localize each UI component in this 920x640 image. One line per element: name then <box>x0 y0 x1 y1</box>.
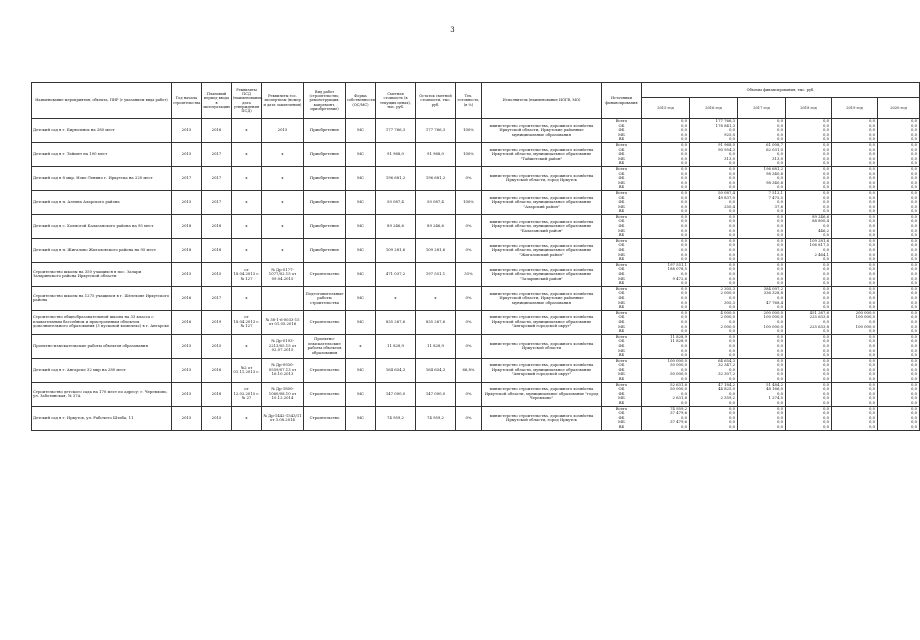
header-year-2018: 2018 год <box>786 98 832 119</box>
funding-2016-cell: 0,0 0,0 0,0 0,0 0,0 <box>690 334 738 358</box>
header-year-start: Год начала строительства <box>172 83 202 119</box>
project-name-cell: Детский сад в г. Ангарске 32 мкр на 280 мест <box>32 358 172 382</box>
funding-2020-cell: 0,0 0,0 0,0 0,0 0,0 <box>878 142 920 166</box>
funding-sources-cell: Всего ОБ ФБ МБ ВБ <box>602 334 642 358</box>
readiness-cell: 0% <box>456 238 482 262</box>
year-commission-cell: 2019 <box>202 310 232 334</box>
estimated-cost-cell: 91 968,0 <box>376 142 416 166</box>
estimated-cost-cell: 196 681,2 <box>376 166 416 190</box>
year-commission-cell: 2018 <box>202 214 232 238</box>
project-name-cell: Строительство детского сада на 170 мест по адресу: г. Черемхово, ул. Заботинская, № 37А <box>32 382 172 406</box>
year-start-cell: 2015 <box>172 406 202 430</box>
funding-2018-cell: 0,0 0,0 0,0 0,0 0,0 <box>786 190 832 214</box>
work-type-cell: Строительство <box>304 406 346 430</box>
funding-2017-cell: 0,0 0,0 0,0 0,0 0,0 <box>738 119 786 143</box>
funding-sources-cell: Всего ОБ ФБ МБ ВБ <box>602 286 642 310</box>
year-start-cell: 2015 <box>172 119 202 143</box>
funding-2020-cell: 0,0 0,0 0,0 0,0 0,0 <box>878 334 920 358</box>
funding-2020-cell: 0,0 0,0 0,0 0,0 0,0 <box>878 214 920 238</box>
header-estimated-cost: Сметная стоимость (в текущих ценах), тыс. руб. <box>376 83 416 119</box>
funding-2019-cell: 0,0 0,0 0,0 0,0 0,0 <box>832 166 878 190</box>
psd-cell: х <box>232 238 262 262</box>
year-start-cell: 2015 <box>172 142 202 166</box>
executor-cell: министерство строительства, дорожного хозяйства Иркутской области, муниципальное образование "Аларский район" <box>482 190 602 214</box>
header-readiness: Тех. готовность, (в %) <box>456 83 482 119</box>
remaining-cost-cell: 197 551,1 <box>416 262 456 286</box>
funding-sources-cell: Всего ОБ ФБ МБ ВБ <box>602 406 642 430</box>
funding-2016-cell: 64 654,3 32 347,2 0,0 32 307,2 0,0 <box>690 358 738 382</box>
funding-sources-cell: Всего ОБ ФБ МБ ВБ <box>602 119 642 143</box>
executor-cell: министерство строительства, дорожного хозяйства Иркутской области, муниципальное образование "город Черемхово" <box>482 382 602 406</box>
funding-2018-cell: 0,0 0,0 0,0 0,0 0,0 <box>786 406 832 430</box>
funding-2015-cell: 100 000,0 50 000,0 0,0 50 000,0 0,0 <box>642 358 690 382</box>
header-year-2015: 2015 год <box>642 98 690 119</box>
work-type-cell: Приобретение <box>304 142 346 166</box>
remaining-cost-cell: 196 681,2 <box>416 166 456 190</box>
funding-2019-cell: 0,0 0,0 0,0 0,0 0,0 <box>832 406 878 430</box>
funding-2020-cell: 0,0 0,0 0,0 0,0 0,0 <box>878 358 920 382</box>
ownership-cell: МС <box>346 142 376 166</box>
header-funding-volume: Объемы финансирования, тыс. руб. <box>642 83 920 98</box>
readiness-cell: 0% <box>456 310 482 334</box>
readiness-cell: 100% <box>456 190 482 214</box>
psd-cell: от 18.04.2013 г. № 127 <box>232 262 262 286</box>
table-row <box>32 142 920 166</box>
work-type-cell: Приобретение <box>304 214 346 238</box>
year-commission-cell: 2018 <box>202 238 232 262</box>
estimated-cost-cell: 89 246,6 <box>376 214 416 238</box>
funding-sources-cell: Всего ОБ ФБ МБ ВБ <box>602 310 642 334</box>
ownership-cell: МС <box>346 166 376 190</box>
page-number: 3 <box>450 26 455 34</box>
funding-2020-cell: 0,0 0,0 0,0 0,0 0,0 <box>878 286 920 310</box>
project-name-cell: Детский сад в п. Алехна Аларского района <box>32 190 172 214</box>
funding-2017-cell: 384 097,2 336 328,8 0,0 47 768,4 0,0 <box>738 286 786 310</box>
year-start-cell: 2015 <box>172 358 202 382</box>
table-row <box>32 310 920 334</box>
header-work-type: Вид работ (строительство, реконструкция, капремонт, приобретение) <box>304 83 346 119</box>
funding-2015-cell: 197 551,1 188 078,5 0,0 9 472,6 0,0 <box>642 262 690 286</box>
project-name-cell: Строительство школы на 1275 учащихся в г. Шелехове Иркутского района <box>32 286 172 310</box>
funding-2017-cell: 0,0 0,0 0,0 0,0 0,0 <box>738 238 786 262</box>
funding-table <box>31 82 920 431</box>
expertise-cell: х <box>262 142 304 166</box>
funding-2020-cell: 0,0 0,0 0,0 0,0 0,0 <box>878 166 920 190</box>
executor-cell: министерство строительства, дорожного хозяйства Иркутской области, муниципальное образование "Ангарский городской округ" <box>482 358 602 382</box>
project-name-cell: Детский сад в г. Бирюсинск на 280 мест <box>32 119 172 143</box>
funding-2018-cell: 0,0 0,0 0,0 0,0 0,0 <box>786 142 832 166</box>
funding-sources-cell: Всего ОБ ФБ МБ ВБ <box>602 166 642 190</box>
executor-cell: министерство строительства, дорожного хозяйства Иркутской области, муниципальное образование "Ангарский городской округ" <box>482 310 602 334</box>
executor-cell: министерство строительства, дорожного хозяйства Иркутской области, Иркутские районные муниципальные образования <box>482 286 602 310</box>
funding-sources-cell: Всего ОБ ФБ МБ ВБ <box>602 190 642 214</box>
expertise-cell: х <box>262 166 304 190</box>
table-row <box>32 286 920 310</box>
funding-2016-cell: 2 305,3 2 000,0 0,0 305,3 0,0 <box>690 286 738 310</box>
year-commission-cell: 2017 <box>202 190 232 214</box>
ownership-cell: МС <box>346 262 376 286</box>
work-type-cell: Строительство <box>304 358 346 382</box>
psd-cell: х <box>232 406 262 430</box>
year-commission-cell: 2017 <box>202 286 232 310</box>
work-type-cell: Строительство <box>304 382 346 406</box>
readiness-cell: 100% <box>456 119 482 143</box>
remaining-cost-cell: 109 281,6 <box>416 238 456 262</box>
funding-2016-cell: 4 000,0 2 000,0 0,0 2 000,0 0,0 <box>690 310 738 334</box>
funding-2018-cell: 0,0 0,0 0,0 0,0 0,0 <box>786 262 832 286</box>
funding-2017-cell: 0,0 0,0 0,0 0,0 0,0 <box>738 358 786 382</box>
ownership-cell: МС <box>346 286 376 310</box>
readiness-cell: 33% <box>456 262 482 286</box>
table-row <box>32 406 920 430</box>
year-start-cell: 2015 <box>172 262 202 286</box>
funding-2016-cell: 91 968,0 90 954,3 0,0 313,0 0,0 <box>690 142 738 166</box>
year-start-cell: 2018 <box>172 214 202 238</box>
estimated-cost-cell: х <box>376 286 416 310</box>
year-start-cell: 2015 <box>172 334 202 358</box>
funding-2015-cell: 0,0 0,0 0,0 0,0 0,0 <box>642 286 690 310</box>
ownership-cell: МС <box>346 190 376 214</box>
executor-cell: министерство строительства, дорожного хозяйства Иркутской области, город Иркутск <box>482 166 602 190</box>
table-row <box>32 382 920 406</box>
funding-2018-cell: 0,0 0,0 0,0 0,0 0,0 <box>786 382 832 406</box>
psd-cell: от 18.04.2013 г. № 127 <box>232 310 262 334</box>
executor-cell: министерство строительства, дорожного хозяйства Иркутской области, Иркутские районные муниципальные образования <box>482 119 602 143</box>
table-row <box>32 119 920 143</box>
psd-cell: х <box>232 142 262 166</box>
work-type-cell: Проектно-изыскательские работы объектов образования <box>304 334 346 358</box>
funding-2017-cell: 0,0 0,0 0,0 0,0 0,0 <box>738 214 786 238</box>
ownership-cell: МС <box>346 238 376 262</box>
funding-sources-cell: Всего ОБ ФБ МБ ВБ <box>602 238 642 262</box>
funding-2018-cell: 89 246,6 88 800,4 0,0 446,2 0,0 <box>786 214 832 238</box>
table-row <box>32 214 920 238</box>
funding-2019-cell: 200 000,0 100 000,0 0,0 100 000,0 0,0 <box>832 310 878 334</box>
funding-sources-cell: Всего ОБ ФБ МБ ВБ <box>602 358 642 382</box>
ownership-cell: МС <box>346 406 376 430</box>
readiness-cell: 0% <box>456 286 482 310</box>
funding-2016-cell: 0,0 0,0 0,0 0,0 0,0 <box>690 406 738 430</box>
funding-2017-cell: 0,0 0,0 0,0 0,0 0,0 <box>738 406 786 430</box>
year-commission-cell: 2017 <box>202 166 232 190</box>
funding-2018-cell: 109 281,6 106 817,5 0,0 2 464,1 0,0 <box>786 238 832 262</box>
funding-2016-cell: 50 087,4 49 837,0 0,0 250,4 0,0 <box>690 190 738 214</box>
ownership-cell: МС <box>346 119 376 143</box>
executor-cell: министерство строительства, дорожного хозяйства Иркутской области, муниципальное образование "Жигаловский район" <box>482 238 602 262</box>
funding-2018-cell: 0,0 0,0 0,0 0,0 0,0 <box>786 286 832 310</box>
funding-2020-cell: 0,0 0,0 0,0 0,0 0,0 <box>878 310 920 334</box>
project-name-cell: Проектно-изыскательские работы объектов образования <box>32 334 172 358</box>
funding-2015-cell: 74 959,2 37 479,6 0,0 37 479,6 0,0 <box>642 406 690 430</box>
funding-2017-cell: 0,0 0,0 0,0 0,0 0,0 <box>738 262 786 286</box>
estimated-cost-cell: 177 766,3 <box>376 119 416 143</box>
readiness-cell: 100% <box>456 142 482 166</box>
readiness-cell: 0% <box>456 406 482 430</box>
funding-2017-cell: 200 000,0 100 000,0 0,0 100 000,0 0,0 <box>738 310 786 334</box>
funding-sources-cell: Всего ОБ ФБ МБ ВБ <box>602 262 642 286</box>
header-ownership: Форма собственности (ОС/МС) <box>346 83 376 119</box>
funding-2019-cell: 0,0 0,0 0,0 0,0 0,0 <box>832 238 878 262</box>
funding-2018-cell: 0,0 0,0 0,0 0,0 0,0 <box>786 166 832 190</box>
funding-2020-cell: 0,0 0,0 0,0 0,0 0,0 <box>878 406 920 430</box>
year-start-cell: 2017 <box>172 166 202 190</box>
header-funding-sources: Источники финансирования <box>602 83 642 119</box>
funding-2017-cell: 51 484,2 48 166,0 0,0 1 274,5 0,0 <box>738 382 786 406</box>
ownership-cell: МС <box>346 382 376 406</box>
funding-2019-cell: 0,0 0,0 0,0 0,0 0,0 <box>832 142 878 166</box>
funding-2019-cell: 0,0 0,0 0,0 0,0 0,0 <box>832 358 878 382</box>
funding-2017-cell: 7 512,1 7 475,5 0,0 37,6 0,0 <box>738 190 786 214</box>
table-row <box>32 166 920 190</box>
funding-2015-cell: 11 828,9 11 828,9 0,0 0,0 0,0 <box>642 334 690 358</box>
funding-2016-cell: 177 766,3 176 841,3 0,0 925,0 0,0 <box>690 119 738 143</box>
header-year-2016: 2016 год <box>690 98 738 119</box>
remaining-cost-cell: 11 828,9 <box>416 334 456 358</box>
funding-2020-cell: 0,0 0,0 0,0 0,0 0,0 <box>878 119 920 143</box>
work-type-cell: Строительство <box>304 310 346 334</box>
ownership-cell: МС <box>346 358 376 382</box>
header-year-commission: Плановый период ввода в эксплуатацию <box>202 83 232 119</box>
header-executors: Исполнитель (наименование ИОГВ, МО) <box>482 83 602 119</box>
header-year-2019: 2019 год <box>832 98 878 119</box>
expertise-cell: х <box>262 214 304 238</box>
work-type-cell: Строительство <box>304 262 346 286</box>
year-start-cell: 2015 <box>172 190 202 214</box>
expertise-cell: 2015 <box>262 119 304 143</box>
project-name-cell: Строительство общеобразовательной школы на 33 класса с плавательным бассейном и пристроенным объектом дополнительного образования (3 пусковой комплекс) в г. Ангарске <box>32 310 172 334</box>
remaining-cost-cell: 147 000,0 <box>416 382 456 406</box>
expertise-cell: № Др-1442-1543/11 от 3.08.2014 <box>262 406 304 430</box>
year-commission-cell: 2016 <box>202 119 232 143</box>
year-commission-cell: 2015 <box>202 406 232 430</box>
ownership-cell: МС <box>346 310 376 334</box>
psd-cell: х <box>232 119 262 143</box>
header-year-2020: 2020 год <box>878 98 920 119</box>
psd-cell: х <box>232 334 262 358</box>
header-remaining-cost: Остаток сметной стоимости, тыс. руб. <box>416 83 456 119</box>
psd-cell: х <box>232 166 262 190</box>
funding-2019-cell: 0,0 0,0 0,0 0,0 0,0 <box>832 214 878 238</box>
funding-2020-cell: 0,0 0,0 0,0 0,0 0,0 <box>878 190 920 214</box>
work-type-cell: Подготовительные работы строительства <box>304 286 346 310</box>
table-row <box>32 190 920 214</box>
funding-2015-cell: 0,0 0,0 0,0 0,0 0,0 <box>642 119 690 143</box>
work-type-cell: Приобретение <box>304 119 346 143</box>
estimated-cost-cell: 835 267,6 <box>376 310 416 334</box>
funding-2015-cell: 0,0 0,0 0,0 0,0 0,0 <box>642 310 690 334</box>
funding-sources-cell: Всего ОБ ФБ МБ ВБ <box>602 142 642 166</box>
funding-2015-cell: 0,0 0,0 0,0 0,0 0,0 <box>642 142 690 166</box>
readiness-cell: 0% <box>456 334 482 358</box>
executor-cell: министерство строительства, дорожного хозяйства Иркутской области, муниципальное образование "Балаганский район" <box>482 214 602 238</box>
readiness-cell: 0% <box>456 382 482 406</box>
table-row <box>32 262 920 286</box>
funding-sources-cell: Всего ОБ ФБ МБ ВБ <box>602 214 642 238</box>
expertise-cell: № Др-0193-2213/05.15 от 02.07.2015 <box>262 334 304 358</box>
year-commission-cell: 2015 <box>202 262 232 286</box>
readiness-cell: 66,8% <box>456 358 482 382</box>
year-start-cell: 2016 <box>172 286 202 310</box>
header-name: Наименование мероприятия, объекта, ПИР (с указанием вида работ) <box>32 83 172 119</box>
remaining-cost-cell: 164 654,3 <box>416 358 456 382</box>
funding-2019-cell: 0,0 0,0 0,0 0,0 0,0 <box>832 190 878 214</box>
header-expertise-requisites: Реквизиты гос. экспертизы (номер и дата заключения) <box>262 83 304 119</box>
table-header <box>32 83 920 119</box>
funding-2015-cell: 52 631,6 50 000,0 0,0 2 631,6 0,0 <box>642 382 690 406</box>
funding-2016-cell: 0,0 0,0 0,0 0,0 0,0 <box>690 214 738 238</box>
year-commission-cell: 2017 <box>202 142 232 166</box>
funding-2015-cell: 0,0 0,0 0,0 0,0 0,0 <box>642 166 690 190</box>
table-row <box>32 334 920 358</box>
header-year-2017: 2017 год <box>738 98 786 119</box>
funding-2018-cell: 0,0 0,0 0,0 0,0 0,0 <box>786 358 832 382</box>
estimated-cost-cell: 74 959,2 <box>376 406 416 430</box>
funding-2017-cell: 0,0 0,0 0,0 0,0 0,0 <box>738 334 786 358</box>
executor-cell: министерство строительства, дорожного хозяйства Иркутской области <box>482 334 602 358</box>
funding-2020-cell: 0,0 0,0 0,0 0,0 0,0 <box>878 262 920 286</box>
funding-2015-cell: 0,0 0,0 0,0 0,0 0,0 <box>642 238 690 262</box>
project-name-cell: Детский сад в п. Жигалово Жигаловского района на 95 мест <box>32 238 172 262</box>
funding-2016-cell: 0,0 0,0 0,0 0,0 0,0 <box>690 262 738 286</box>
year-start-cell: 2016 <box>172 310 202 334</box>
psd-cell: х <box>232 190 262 214</box>
funding-2018-cell: 451 267,6 225 633,8 0,0 225 633,8 0,0 <box>786 310 832 334</box>
psd-cell: х <box>232 286 262 310</box>
psd-cell: №2 от 01.11.2013 г. <box>232 358 262 382</box>
estimated-cost-cell: 471 037,2 <box>376 262 416 286</box>
executor-cell: министерство строительства, дорожного хозяйства Иркутской области, муниципальное образование "Заларинский район" <box>482 262 602 286</box>
funding-2016-cell: 0,0 0,0 0,0 0,0 0,0 <box>690 238 738 262</box>
funding-2017-cell: 196 681,2 98 340,6 0,0 98 340,6 0,0 <box>738 166 786 190</box>
ownership-cell: МС <box>346 214 376 238</box>
table-row <box>32 358 920 382</box>
table-row <box>32 238 920 262</box>
remaining-cost-cell: 177 766,3 <box>416 119 456 143</box>
expertise-cell: № Др-1800-1060/08.10 от 10.12.2014 <box>262 382 304 406</box>
expertise-cell: № Др-0930-0559/07.13 от 16.10.2013 <box>262 358 304 382</box>
work-type-cell: Приобретение <box>304 166 346 190</box>
table-body <box>32 119 920 431</box>
expertise-cell: № Др-0177-1077/02.15 от 09.04.2015 <box>262 262 304 286</box>
funding-2018-cell: 0,0 0,0 0,0 0,0 0,0 <box>786 119 832 143</box>
work-type-cell: Приобретение <box>304 190 346 214</box>
funding-2019-cell: 0,0 0,0 0,0 0,0 0,0 <box>832 262 878 286</box>
estimated-cost-cell: 109 281,6 <box>376 238 416 262</box>
funding-2016-cell: 47 184,2 44 825,0 0,0 2 359,2 0,0 <box>690 382 738 406</box>
funding-2016-cell: 0,0 0,0 0,0 0,0 0,0 <box>690 166 738 190</box>
remaining-cost-cell: 835 267,6 <box>416 310 456 334</box>
estimated-cost-cell: 11 828,9 <box>376 334 416 358</box>
funding-2019-cell: 0,0 0,0 0,0 0,0 0,0 <box>832 119 878 143</box>
year-commission-cell: 2016 <box>202 358 232 382</box>
funding-2015-cell: 0,0 0,0 0,0 0,0 0,0 <box>642 214 690 238</box>
estimated-cost-cell: 50 087,4 <box>376 190 416 214</box>
funding-2019-cell: 0,0 0,0 0,0 0,0 0,0 <box>832 286 878 310</box>
psd-cell: х <box>232 214 262 238</box>
remaining-cost-cell: 91 968,0 <box>416 142 456 166</box>
funding-2019-cell: 0,0 0,0 0,0 0,0 0,0 <box>832 334 878 358</box>
project-name-cell: Детский сад в г. Иркутск, ул. Рабочего Штаба, 11 <box>32 406 172 430</box>
ownership-cell: х <box>346 334 376 358</box>
work-type-cell: Приобретение <box>304 238 346 262</box>
remaining-cost-cell: х <box>416 286 456 310</box>
funding-table-sheet <box>31 82 918 630</box>
project-name-cell: Детский сад в г. Тайшет на 100 мест <box>32 142 172 166</box>
readiness-cell: 0% <box>456 214 482 238</box>
funding-2018-cell: 0,0 0,0 0,0 0,0 0,0 <box>786 334 832 358</box>
project-name-cell: Детский сад в с. Холмогой Балаганского района на 95 мест <box>32 214 172 238</box>
project-name-cell: Строительство школы на 350 учащихся в пос. Залари Заларинского района Иркутской области <box>32 262 172 286</box>
funding-2017-cell: 61 008,7 62 031,0 0,0 313,0 0,0 <box>738 142 786 166</box>
funding-2020-cell: 0,0 0,0 0,0 0,0 0,0 <box>878 382 920 406</box>
estimated-cost-cell: 164 654,3 <box>376 358 416 382</box>
year-commission-cell: 2015 <box>202 334 232 358</box>
year-commission-cell: 2018 <box>202 382 232 406</box>
expertise-cell: х <box>262 190 304 214</box>
executor-cell: министерство строительства, дорожного хозяйства Иркутской области, муниципальное образование "Тайшетский район" <box>482 142 602 166</box>
expertise-cell: х <box>262 238 304 262</box>
psd-cell: от 12.02.2015 г. № 27 <box>232 382 262 406</box>
funding-sources-cell: Всего ОБ ФБ МБ ВБ <box>602 382 642 406</box>
estimated-cost-cell: 147 000,0 <box>376 382 416 406</box>
remaining-cost-cell: 50 087,4 <box>416 190 456 214</box>
remaining-cost-cell: 89 246,6 <box>416 214 456 238</box>
funding-2020-cell: 0,0 0,0 0,0 0,0 0,0 <box>878 238 920 262</box>
project-name-cell: Детский сад в 8 мкр. Ново-Ленино г. Иркутска на 220 мест <box>32 166 172 190</box>
header-psd-requisites: Реквизиты ПСД (наименование, дата утверждения ПСД) <box>232 83 262 119</box>
funding-2015-cell: 0,0 0,0 0,0 0,0 0,0 <box>642 190 690 214</box>
executor-cell: министерство строительства, дорожного хозяйства Иркутской области, город Иркутск <box>482 406 602 430</box>
year-start-cell: 2015 <box>172 382 202 406</box>
remaining-cost-cell: 74 959,2 <box>416 406 456 430</box>
readiness-cell: 0% <box>456 166 482 190</box>
expertise-cell: № 38-1-6-0033-15 от 01.05.2016 <box>262 310 304 334</box>
funding-2019-cell: 0,0 0,0 0,0 0,0 0,0 <box>832 382 878 406</box>
expertise-cell <box>262 286 304 310</box>
year-start-cell: 2018 <box>172 238 202 262</box>
